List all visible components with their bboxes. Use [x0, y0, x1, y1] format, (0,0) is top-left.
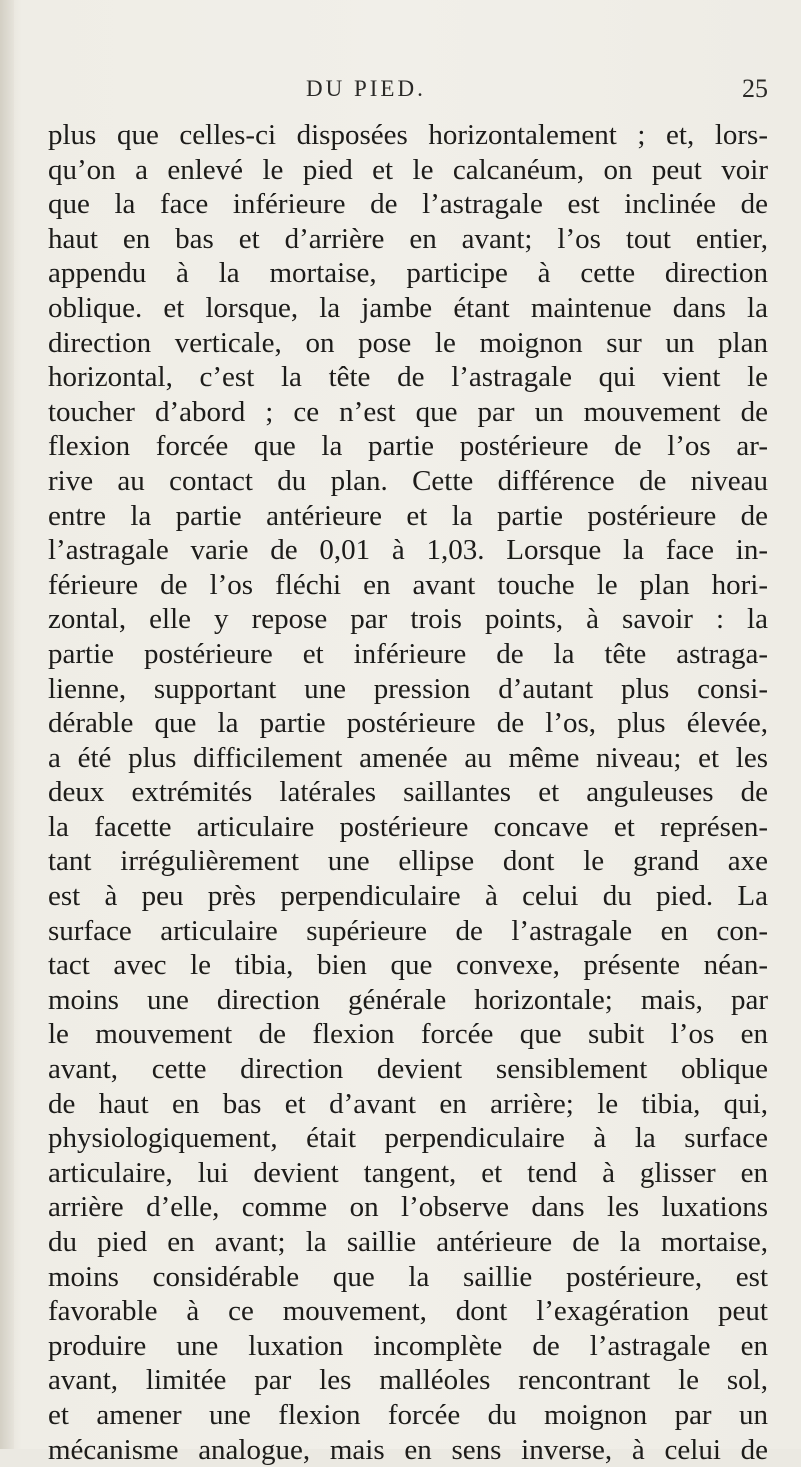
text-line: avant, limitée par les malléoles rencontrant le sol,	[48, 1364, 768, 1397]
text-line: arrière d’elle, comme on l’observe dans les luxations	[48, 1191, 768, 1224]
text-line: horizontal, c’est la tête de l’astragale qui vient le	[48, 361, 768, 394]
text-line: mécanisme analogue, mais en sens inverse, à celui de	[48, 1433, 768, 1466]
text-line: du pied en avant; la saillie antérieure de la mortaise,	[48, 1226, 768, 1258]
text-line: et amener une flexion forcée du moignon par un	[48, 1398, 768, 1431]
text-line: surface articulaire supérieure de l’astragale en con-	[48, 914, 768, 947]
page-number: 25	[742, 74, 768, 103]
text-line: direction verticale, on pose le moignon sur un plan	[48, 326, 768, 359]
body-text	[48, 118, 768, 1467]
text-line: est à peu près perpendiculaire à celui du pied. La	[48, 880, 768, 913]
text-line: favorable à ce mouvement, dont l’exagération peut	[48, 1295, 768, 1328]
text-line: tact avec le tibia, bien que convexe, présente néan-	[48, 949, 768, 982]
text-line: produire une luxation incomplète de l’astragale en	[48, 1329, 768, 1362]
text-line: que la face inférieure de l’astragale est inclinée de	[48, 188, 768, 221]
text-line: deux extrémités latérales saillantes et anguleuses de	[48, 776, 768, 809]
text-line: physiologiquement, était perpendiculaire à la surface	[48, 1122, 768, 1155]
text-line: toucher d’abord ; ce n’est que par un mouvement de	[48, 395, 768, 428]
text-line: férieure de l’os fléchi en avant touche le plan hori-	[48, 568, 768, 601]
text-line: a été plus difficilement amenée au même niveau; et les	[48, 741, 768, 774]
text-line: de haut en bas et d’avant en arrière; le tibia, qui,	[48, 1087, 768, 1120]
text-line: entre la partie antérieure et la partie postérieure de	[48, 499, 768, 532]
text-line: dérable que la partie postérieure de l’os, plus élevée,	[48, 707, 768, 740]
text-line: lienne, supportant une pression d’autant plus consi-	[48, 672, 768, 705]
text-line: plus que celles-ci disposées horizontalement ; et, lors-	[48, 119, 768, 151]
text-line: oblique. et lorsque, la jambe étant maintenue dans la	[48, 291, 768, 324]
text-line: flexion forcée que la partie postérieure de l’os ar-	[48, 430, 768, 463]
text-line: avant, cette direction devient sensiblement oblique	[48, 1053, 768, 1086]
running-title: DU PIED.	[306, 76, 426, 101]
page-binding-edge	[0, 0, 14, 1449]
text-line: partie postérieure et inférieure de la tête astraga-	[48, 637, 768, 670]
text-line: haut en bas et d’arrière en avant; l’os tout entier,	[48, 222, 768, 255]
text-line: appendu à la mortaise, participe à cette direction	[48, 257, 768, 290]
text-line: qu’on a enlevé le pied et le calcanéum, on peut voir	[48, 153, 768, 186]
text-line: la facette articulaire postérieure concave et représen-	[48, 810, 768, 843]
text-line: le mouvement de flexion forcée que subit l’os en	[48, 1018, 768, 1051]
page-header	[0, 76, 801, 106]
text-line: moins considérable que la saillie postérieure, est	[48, 1260, 768, 1293]
text-line: articulaire, lui devient tangent, et tend à glisser en	[48, 1156, 768, 1189]
text-line: tant irrégulièrement une ellipse dont le grand axe	[48, 845, 768, 878]
text-line: rive au contact du plan. Cette différence de niveau	[48, 464, 768, 497]
text-line: moins une direction générale horizontale; mais, par	[48, 983, 768, 1016]
text-line: zontal, elle y repose par trois points, à savoir : la	[48, 603, 768, 636]
text-line: l’astragale varie de 0,01 à 1,03. Lorsque la face in-	[48, 534, 768, 567]
